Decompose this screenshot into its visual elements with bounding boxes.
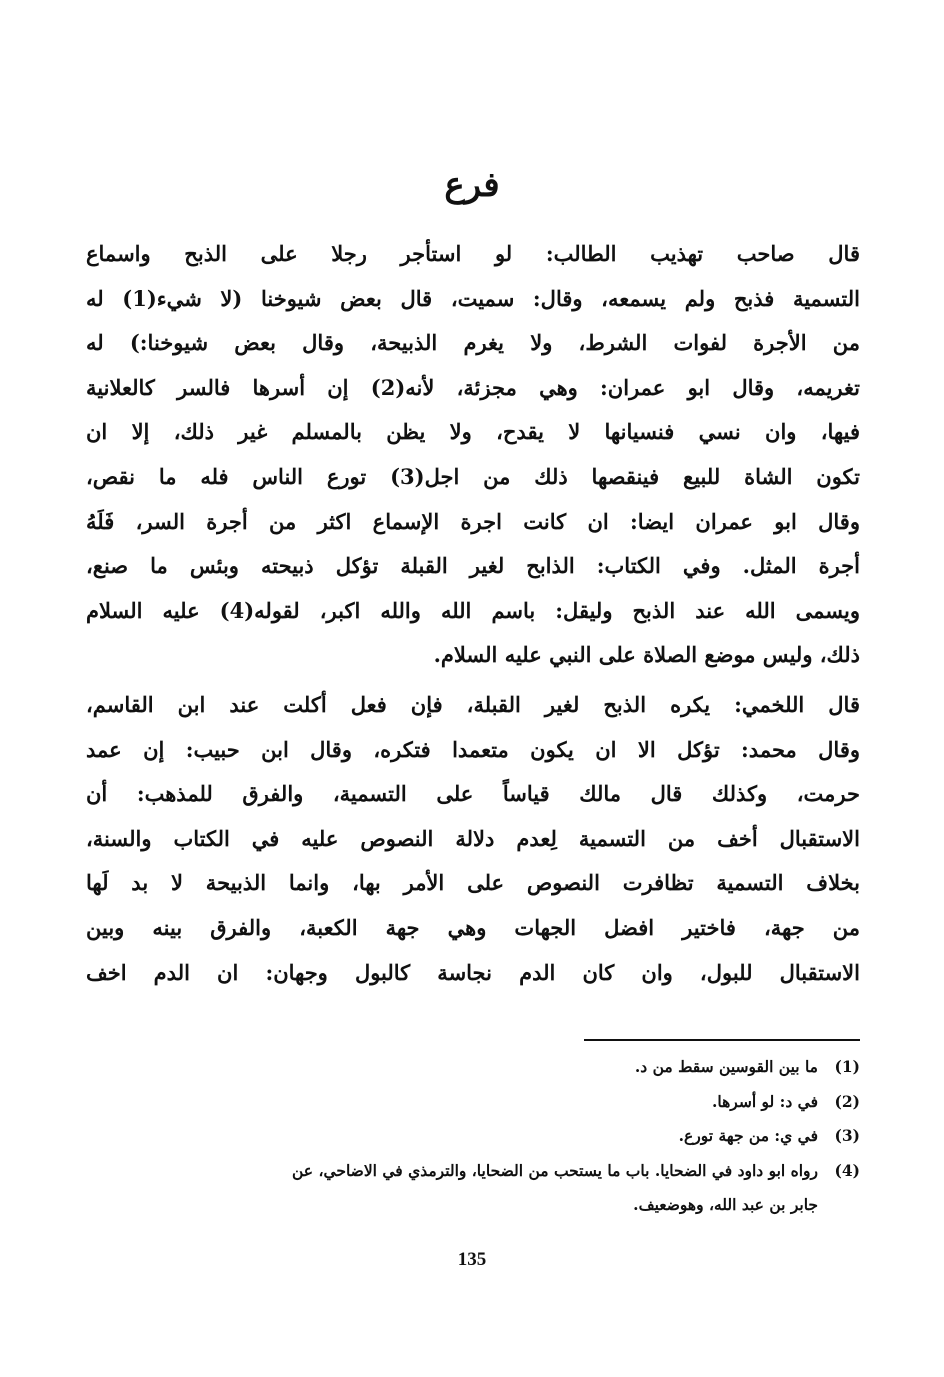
- text-line: ويسمى الله عند الذبح وليقل: باسم الله والله اكبر، لقوله(4) عليه السلام: [86, 597, 860, 623]
- footnote-4: [86, 1154, 860, 1223]
- footnote-2: [86, 1085, 860, 1120]
- text-line: الاستقبال للبول، وان كان الدم نجاسة كالبول وجهان: ان الدم اخف: [86, 959, 860, 985]
- footnote-text: ما بين القوسين سقط من د.: [634, 1057, 818, 1076]
- text-line: بخلاف التسمية تظافرت النصوص على الأمر بها، وانما الذبيحة لا بد لَها: [86, 870, 860, 896]
- text-line: من جهة، فاختير افضل الجهات وهي جهة الكعبة، والفرق بينه وبين: [86, 914, 860, 940]
- footnote-text: في ي: من جهة تورع.: [678, 1126, 818, 1145]
- text-line: وقال ابو عمران ايضا: ان كانت اجرة الإسماع اكثر من أجرة السر، فَلَهُ: [86, 508, 860, 534]
- text-line: قال اللخمي: يكره الذبح لغير القبلة، فإن فعل أكلت عند ابن القاسم،: [86, 692, 860, 717]
- paragraph-1: [86, 232, 860, 678]
- footnote-text: جابر بن عبد الله، وهوضعيف.: [633, 1195, 818, 1214]
- footnote-text: في د: لو أسرها.: [711, 1091, 818, 1111]
- footnote-1: [86, 1050, 860, 1085]
- footnote-text: رواه ابو داود في الضحايا. باب ما يستحب من الضحايا، والترمذي في الاضاحي، عن: [292, 1160, 818, 1180]
- text-line: الاستقبال أخف من التسمية لِعدم دلالة النصوص عليه في الكتاب والسنة،: [86, 825, 860, 851]
- footnote-number: (4): [834, 1160, 860, 1180]
- text-line: التسمية فذبح ولم يسمعه، وقال: سميت، قال بعض شيوخنا (لا شيء(1) له: [86, 285, 860, 311]
- text-line: تكون الشاة للبيع فينقصها ذلك من اجل(3) تورع الناس فله ما نقص،: [86, 463, 860, 489]
- text-line: تغريمه، وقال ابو عمران: وهي مجزئة، لأنه(2) إن أسرها فالسر كالعلانية: [86, 374, 860, 400]
- footnotes: [86, 1050, 860, 1223]
- footnote-number: (2): [834, 1091, 860, 1111]
- footnote-3: [86, 1119, 860, 1154]
- text-line: حرمت، وكذلك قال مالك قياساً على التسمية، والفرق للمذهب: أن: [86, 781, 860, 807]
- footnote-number: (1): [834, 1057, 860, 1076]
- text-line: قال صاحب تهذيب الطالب: لو استأجر رجلا على الذبح واسماع: [86, 241, 860, 266]
- text-line: ذلك، وليس موضع الصلاة على النبي عليه السلام.: [433, 642, 860, 668]
- text-line: وقال محمد: تؤكل الا ان يكون متعمدا فتكره، وقال ابن حبيب: إن عمد: [86, 736, 860, 762]
- page-number: 135: [457, 1249, 487, 1270]
- footnote-number: (3): [834, 1126, 860, 1145]
- paragraph-2: [86, 683, 860, 995]
- footnote-separator: [584, 1039, 860, 1041]
- section-heading: فرع: [444, 165, 500, 205]
- text-line: أجرة المثل. وفي الكتاب: الذابح لغير القبلة تؤكل ذبيحته وبئس ما صنع،: [86, 553, 860, 579]
- text-line: فيها، وان نسي فنسيانها لا يقدح، ولا يظن بالمسلم غير ذلك، إلا ان: [86, 419, 860, 445]
- text-line: من الأجرة لفوات الشرط، ولا يغرم الذبيحة، وقال بعض شيوخنا:) له: [86, 330, 860, 356]
